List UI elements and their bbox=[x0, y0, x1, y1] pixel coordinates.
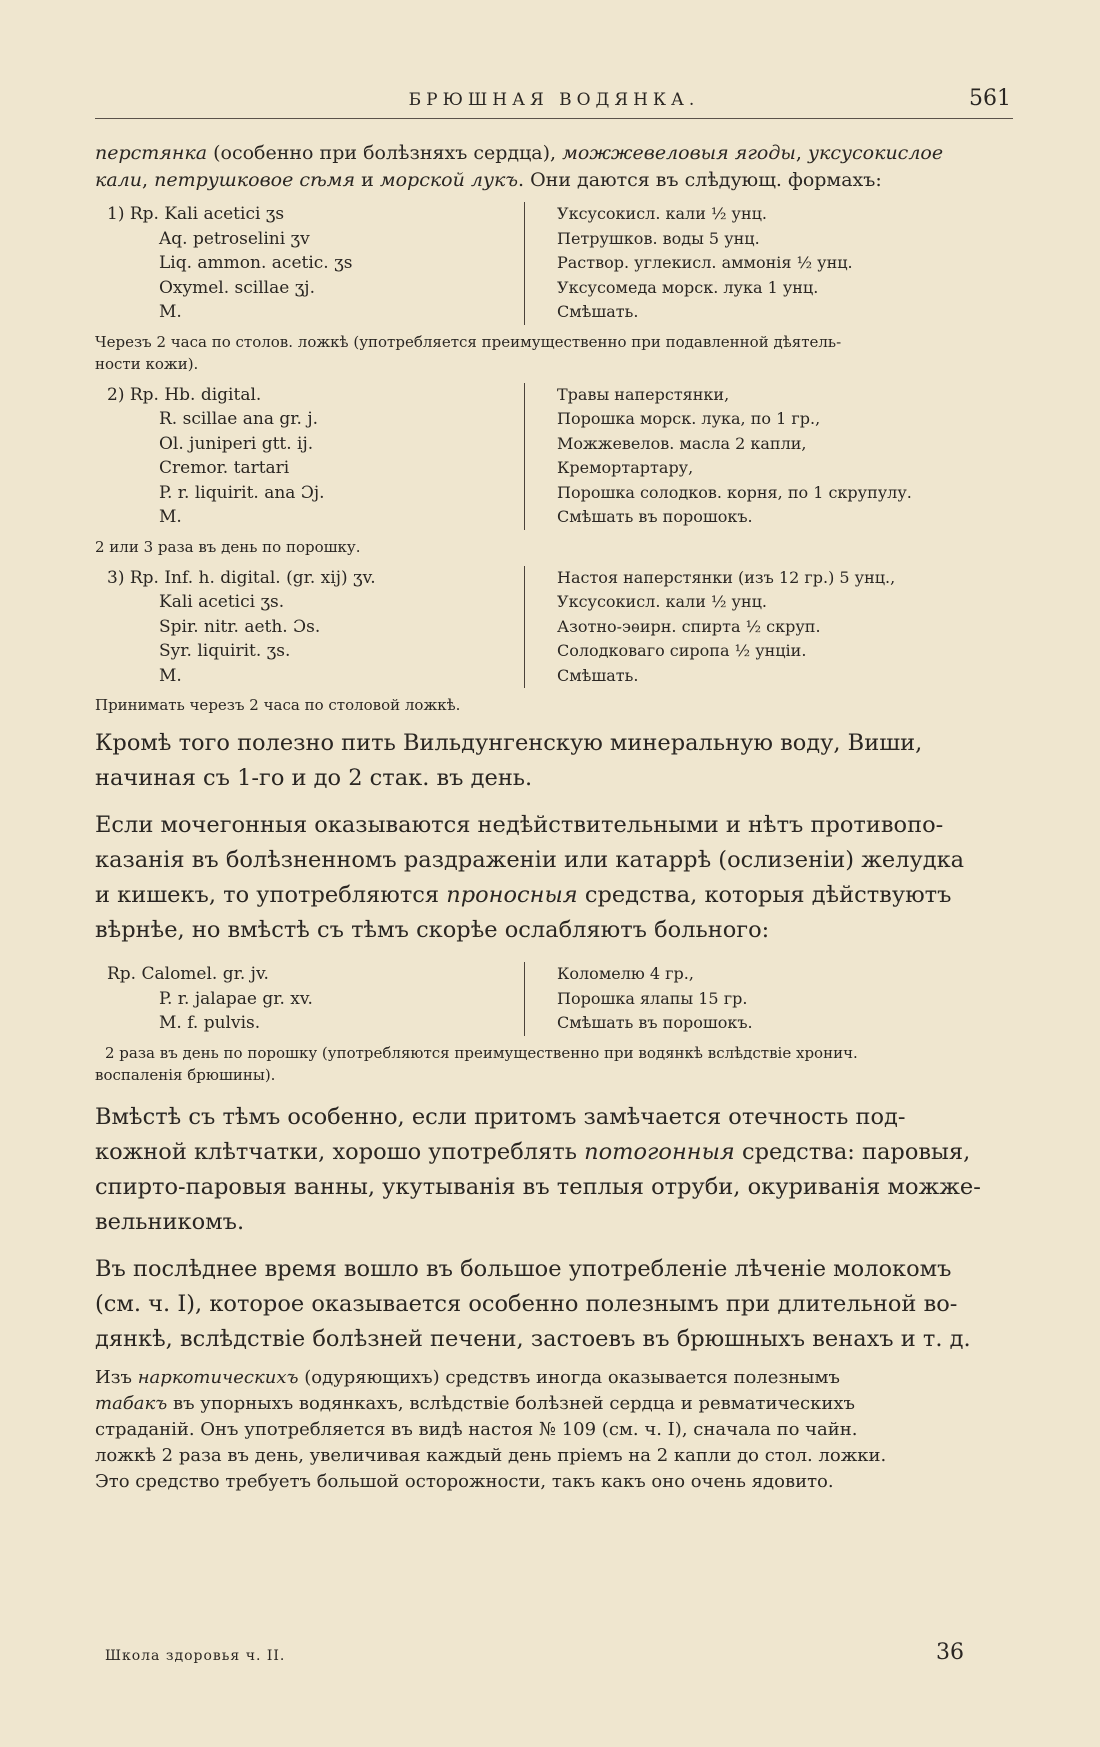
russian-line: Петрушков. воды 5 унц. bbox=[557, 228, 760, 248]
latin-line: M. bbox=[159, 665, 182, 686]
running-title: БРЮШНАЯ ВОДЯНКА. bbox=[408, 90, 700, 110]
latin-line: Syr. liquirit. ʒs. bbox=[159, 641, 291, 661]
russian-line: Смѣшать въ порошокъ. bbox=[557, 1013, 753, 1032]
russian-line: Азотно-эѳирн. спирта ½ скруп. bbox=[557, 616, 821, 636]
text-line: Въ послѣднее время вошло въ большое употребленіе лѣченіе молокомъ bbox=[95, 1255, 952, 1282]
page-number: 561 bbox=[969, 86, 1011, 111]
text-line bbox=[95, 1391, 1013, 1417]
latin-line: Aq. petroselini ʒv bbox=[159, 228, 310, 249]
text-line: страданій. Онъ употребляется въ видѣ настоя № 109 (см. ч. I), сначала по чайн. bbox=[95, 1418, 858, 1440]
latin-line: R. scillae ana gr. j. bbox=[159, 409, 319, 429]
latin-line: 1) Rp. Kali acetici ʒs bbox=[107, 204, 285, 224]
page-header bbox=[95, 88, 1013, 119]
russian-line: Порошка ялапы 15 гр. bbox=[557, 988, 748, 1008]
latin-line: Kali acetici ʒs. bbox=[159, 592, 285, 612]
intro-term: перстянка bbox=[95, 142, 208, 164]
note-line: 2 раза въ день по порошку (употребляются преимущественно при водянкѣ вслѣдствіе хронич. bbox=[105, 1043, 858, 1062]
text-line: Если мочегонныя оказываются недѣйствительными и нѣтъ противопо- bbox=[95, 812, 944, 838]
paragraph-milk-treatment bbox=[95, 1252, 1013, 1357]
russian-line: Кремортартару, bbox=[557, 458, 694, 477]
text-line: казанія въ болѣзненномъ раздраженіи или катаррѣ (ослизеніи) желудка bbox=[95, 847, 965, 873]
paragraph-sudorifics bbox=[95, 1100, 1013, 1240]
latin-line: Rp. Calomel. gr. jv. bbox=[107, 964, 269, 984]
prescription-russian bbox=[525, 962, 1013, 1036]
text-line: спирто-паровыя ванны, укутыванія въ теплыя отруби, окуриванія можже- bbox=[95, 1173, 981, 1200]
note-line: воспаленія брюшины). bbox=[95, 1065, 276, 1084]
text-line: ложкѣ 2 раза въ день, увеличивая каждый день пріемъ на 2 капли до стол. ложки. bbox=[95, 1444, 887, 1466]
intro-text: и bbox=[355, 169, 380, 191]
russian-line: Раствор. углекисл. аммонія ½ унц. bbox=[557, 253, 853, 272]
text-part: въ упорныхъ водянкахъ, вслѣдствіе болѣзней сердца и ревматическихъ bbox=[167, 1392, 855, 1414]
prescription-latin bbox=[95, 383, 525, 530]
intro-term: уксусокислое bbox=[807, 142, 944, 164]
russian-line: Уксусокисл. кали ½ унц. bbox=[557, 204, 767, 223]
intro-line bbox=[95, 167, 1013, 194]
prescription-russian bbox=[525, 566, 1013, 689]
emphasis-term: наркотическихъ bbox=[137, 1366, 299, 1388]
prescription-latin bbox=[95, 962, 525, 1036]
text-part: и кишекъ, то употребляются bbox=[95, 882, 447, 908]
note-line: ности кожи). bbox=[95, 354, 199, 373]
prescription-3 bbox=[95, 566, 1013, 689]
text-line: Это средство требуетъ большой осторожности, такъ какъ оно очень ядовито. bbox=[95, 1470, 834, 1492]
latin-line: Ol. juniperi gtt. ij. bbox=[159, 433, 314, 454]
text-line bbox=[95, 1135, 1013, 1170]
russian-line: Порошка солодков. корня, по 1 скрупулу. bbox=[557, 482, 912, 502]
text-line: вельникомъ. bbox=[95, 1208, 245, 1235]
text-part: средства: паровыя, bbox=[734, 1138, 971, 1165]
text-line: Кромѣ того полезно пить Вильдунгенскую минеральную воду, Виши, bbox=[95, 730, 923, 756]
latin-line: Oxymel. scillae ʒj. bbox=[159, 277, 315, 298]
text-line bbox=[95, 878, 1013, 913]
latin-line: P. r. liquirit. ana Ɔj. bbox=[159, 482, 325, 503]
text-line bbox=[95, 1365, 1013, 1391]
text-line: вѣрнѣе, но вмѣстѣ съ тѣмъ скорѣе ослабляютъ больного: bbox=[95, 917, 770, 943]
note-line: Принимать черезъ 2 часа по столовой ложкѣ. bbox=[95, 696, 461, 714]
intro-text: . Они даются въ слѣдующ. формахъ: bbox=[518, 169, 882, 191]
prescription-note bbox=[95, 694, 1013, 716]
intro-term: морской лукъ bbox=[379, 169, 519, 191]
latin-line: M. bbox=[159, 507, 182, 527]
latin-line: M. f. pulvis. bbox=[159, 1013, 261, 1033]
latin-line: Cremor. tartari bbox=[159, 458, 290, 478]
intro-term: можжевеловыя ягоды bbox=[562, 142, 796, 164]
intro-text: , bbox=[795, 142, 808, 164]
prescription-latin bbox=[95, 566, 525, 689]
russian-line: Смѣшать. bbox=[557, 302, 639, 321]
intro-term: петрушковое сѣмя bbox=[154, 169, 356, 191]
prescription-russian bbox=[525, 383, 1013, 530]
latin-line: 3) Rp. Inf. h. digital. (gr. xij) ʒv. bbox=[107, 567, 376, 588]
text-line: (см. ч. I), которое оказывается особенно полезнымъ при длительной во- bbox=[95, 1290, 958, 1317]
prescription-russian bbox=[525, 202, 1013, 325]
russian-line: Травы наперстянки, bbox=[557, 384, 730, 404]
russian-line: Можжевелов. масла 2 капли, bbox=[557, 433, 807, 453]
footer-book-title: Школа здоровья ч. II. bbox=[105, 1648, 286, 1664]
text-line: начиная съ 1-го и до 2 стак. въ день. bbox=[95, 765, 533, 791]
prescription-note bbox=[95, 331, 1013, 375]
latin-line: P. r. jalapae gr. xv. bbox=[159, 988, 313, 1009]
prescription-latin bbox=[95, 202, 525, 325]
russian-line: Уксусокисл. кали ½ унц. bbox=[557, 592, 767, 611]
intro-text: (особенно при болѣзняхъ сердца), bbox=[207, 142, 563, 164]
intro-line bbox=[95, 140, 1013, 167]
prescription-2 bbox=[95, 383, 1013, 530]
latin-line: Liq. ammon. acetic. ʒs bbox=[159, 253, 353, 273]
text-part: средства, которыя дѣйствуютъ bbox=[577, 882, 952, 908]
emphasis-term: проносныя bbox=[446, 882, 578, 908]
paragraph-mineral-water bbox=[95, 726, 1013, 796]
text-part: кожной клѣтчатки, хорошо употреблять bbox=[95, 1138, 585, 1165]
intro-term: кали bbox=[95, 169, 143, 191]
note-line: 2 или 3 раза въ день по порошку. bbox=[95, 537, 361, 556]
russian-line: Порошка морск. лука, по 1 гр., bbox=[557, 409, 821, 428]
prescription-1 bbox=[95, 202, 1013, 325]
russian-line: Настоя наперстянки (изъ 12 гр.) 5 унц., bbox=[557, 567, 896, 587]
text-line: дянкѣ, вслѣдствіе болѣзней печени, застоевъ въ брюшныхъ венахъ и т. д. bbox=[95, 1325, 971, 1352]
prescription-4 bbox=[95, 962, 1013, 1036]
paragraph-laxatives bbox=[95, 808, 1013, 948]
russian-line: Коломелю 4 гр., bbox=[557, 964, 694, 983]
footer-signature-number: 36 bbox=[936, 1640, 964, 1665]
text-line: Вмѣстѣ съ тѣмъ особенно, если притомъ замѣчается отечность под- bbox=[95, 1103, 906, 1130]
text-part: Изъ bbox=[95, 1366, 138, 1388]
russian-line: Солодковаго сиропа ½ унціи. bbox=[557, 641, 807, 660]
russian-line: Смѣшать въ порошокъ. bbox=[557, 507, 753, 526]
emphasis-term: табакъ bbox=[95, 1392, 168, 1414]
text-part: (одуряющихъ) средствъ иногда оказывается полезнымъ bbox=[298, 1366, 840, 1388]
prescription-note bbox=[95, 1042, 1013, 1086]
page-content bbox=[95, 140, 1013, 1495]
prescription-note bbox=[95, 536, 1013, 558]
note-line: Черезъ 2 часа по столов. ложкѣ (употребляется преимущественно при подавленной дѣятель- bbox=[95, 332, 842, 351]
intro-text: , bbox=[142, 169, 155, 191]
intro-paragraph bbox=[95, 140, 1013, 194]
russian-line: Смѣшать. bbox=[557, 665, 639, 685]
latin-line: M. bbox=[159, 302, 182, 322]
latin-line: 2) Rp. Hb. digital. bbox=[107, 384, 262, 405]
paragraph-narcotics bbox=[95, 1365, 1013, 1495]
latin-line: Spir. nitr. aeth. Ɔs. bbox=[159, 616, 321, 637]
russian-line: Уксусомеда морск. лука 1 унц. bbox=[557, 277, 819, 297]
emphasis-term: потогонныя bbox=[584, 1138, 735, 1165]
